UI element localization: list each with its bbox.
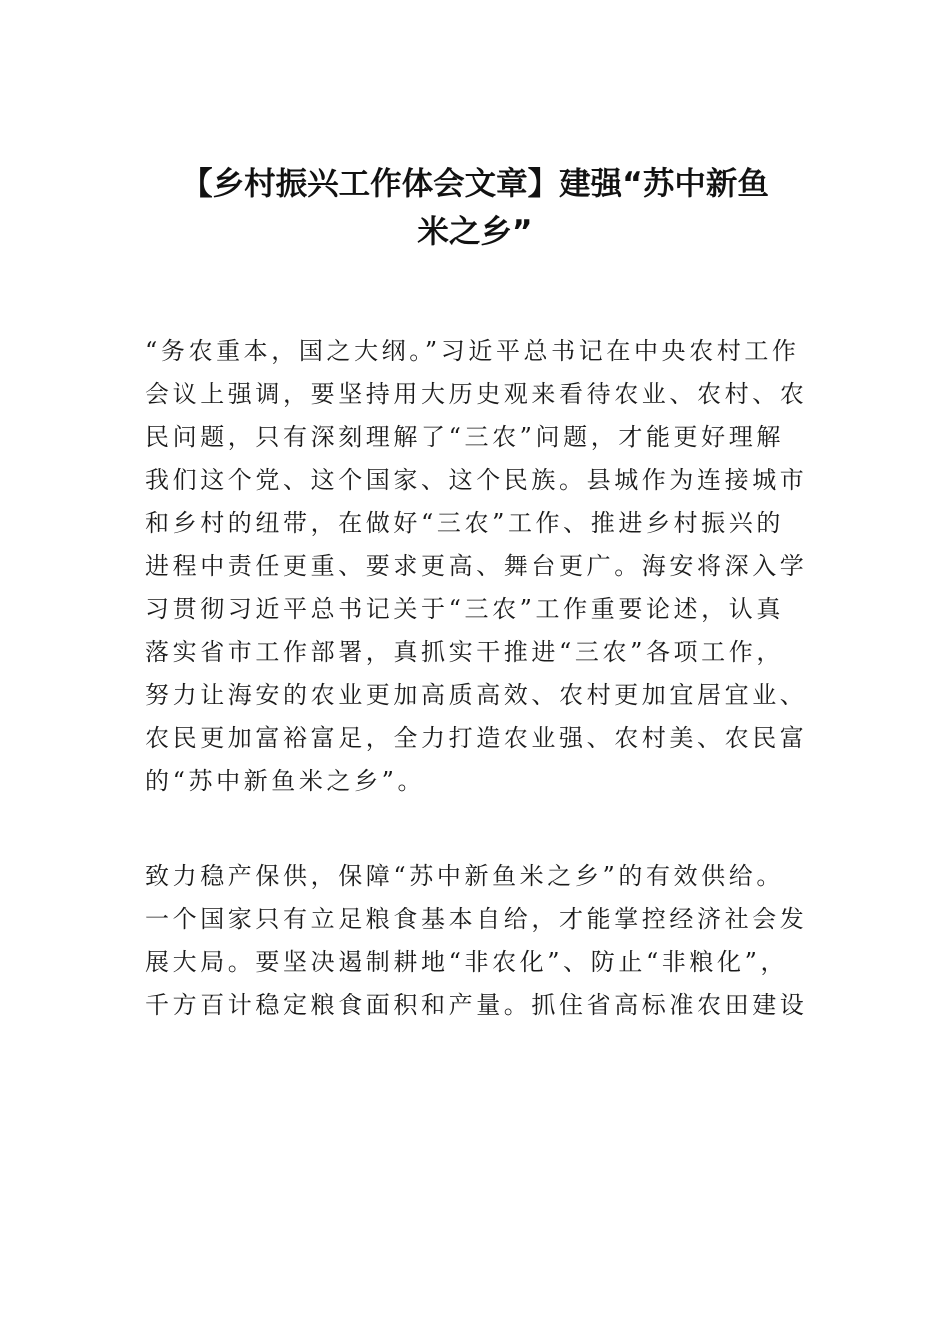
- paragraph-stable-supply: [145, 855, 810, 1027]
- text-line: 落实省市工作部署，真抓实干推进“三农”各项工作，: [145, 638, 784, 666]
- title-line: 米之乡”: [417, 214, 533, 250]
- text-line: 习贯彻习近平总书记关于“三农”工作重要论述，认真: [145, 595, 784, 623]
- text-line: 我们这个党、这个国家、这个民族。县城作为连接城市: [145, 466, 808, 494]
- text-line: 农民更加富裕富足，全力打造农业强、农村美、农民富: [145, 724, 808, 752]
- paragraph-intro: [145, 330, 810, 803]
- text-line: 的“苏中新鱼米之乡”。: [145, 767, 426, 795]
- text-line: 会议上强调，要坚持用大历史观来看待农业、农村、农: [145, 380, 808, 408]
- text-line: “务农重本，国之大纲。”习近平总书记在中央农村工作: [145, 337, 800, 365]
- text-line: 和乡村的纽带，在做好“三农”工作、推进乡村振兴的: [145, 509, 784, 537]
- text-line: 展大局。要坚决遏制耕地“非农化”、防止“非粮化”，: [145, 948, 789, 976]
- text-line: 致力稳产保供，保障“苏中新鱼米之乡”的有效供给。: [145, 862, 784, 890]
- text-line: 努力让海安的农业更加高质高效、农村更加宜居宜业、: [145, 681, 808, 709]
- document-title: [140, 160, 810, 256]
- text-line: 民问题，只有深刻理解了“三农”问题，才能更好理解: [145, 423, 784, 451]
- text-line: 进程中责任更重、要求更高、舞台更广。海安将深入学: [145, 552, 808, 580]
- title-line: 【乡村振兴工作体会文章】建强“苏中新鱼: [181, 166, 769, 202]
- text-line: 千方百计稳定粮食面积和产量。抓住省高标准农田建设: [145, 991, 808, 1019]
- text-line: 一个国家只有立足粮食基本自给，才能掌控经济社会发: [145, 905, 808, 933]
